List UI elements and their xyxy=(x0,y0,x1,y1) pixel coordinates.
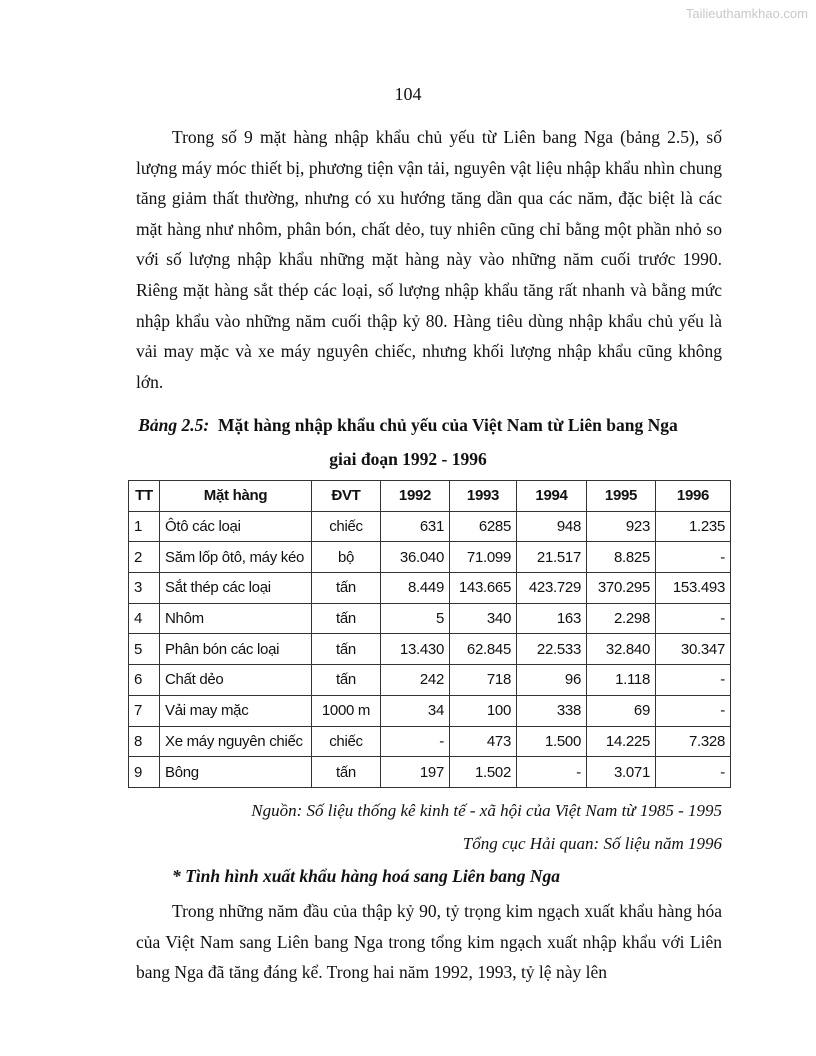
table-cell: - xyxy=(381,726,450,757)
import-table xyxy=(128,480,731,788)
column-header: 1994 xyxy=(517,481,587,512)
table-header-row xyxy=(129,481,731,512)
table-cell: 1.235 xyxy=(656,511,731,542)
table-cell: 473 xyxy=(450,726,517,757)
table-cell: 7 xyxy=(129,695,160,726)
table-cell: tấn xyxy=(312,603,381,634)
table-cell: 338 xyxy=(517,695,587,726)
table-row xyxy=(129,665,731,696)
table-cell: 7.328 xyxy=(656,726,731,757)
table-cell: Sắt thép các loại xyxy=(160,573,312,604)
table-cell: 96 xyxy=(517,665,587,696)
table-cell: 631 xyxy=(381,511,450,542)
table-row xyxy=(129,542,731,573)
caption-title: Mặt hàng nhập khẩu chủ yếu của Việt Nam từ Liên bang Nga xyxy=(217,415,678,435)
table-row xyxy=(129,695,731,726)
table-cell: 62.845 xyxy=(450,634,517,665)
table-cell: 3 xyxy=(129,573,160,604)
table-cell: 100 xyxy=(450,695,517,726)
table-cell: tấn xyxy=(312,634,381,665)
table-cell: 21.517 xyxy=(517,542,587,573)
table-cell: Bông xyxy=(160,757,312,788)
table-row xyxy=(129,573,731,604)
table-cell: - xyxy=(656,695,731,726)
table-cell: Phân bón các loại xyxy=(160,634,312,665)
column-header: 1996 xyxy=(656,481,731,512)
table-cell: 340 xyxy=(450,603,517,634)
table-cell: 4 xyxy=(129,603,160,634)
paragraph-1: Trong số 9 mặt hàng nhập khẩu chủ yếu từ Liên bang Nga (bảng 2.5), số lượng máy móc thiết bị, phương tiện vận tải, nguyên vật liệu nhập khẩu nhìn chung tăng giảm thất thường, nhưng có xu hướng tăng dần qua các năm, đặc biệt là các mặt hàng như nhôm, phân bón, chất dẻo, tuy nhiên cũng chỉ bằng một phần nhỏ so với số lượng nhập khẩu những mặt hàng này vào những năm cuối trước 1990. Riêng mặt hàng sắt thép các loại, số lượng nhập khẩu tăng rất nhanh và bằng mức nhập khẩu vào những năm cuối thập kỷ 80. Hàng tiêu dùng nhập khẩu chủ yếu là vải may mặc và xe máy nguyên chiếc, nhưng khối lượng nhập khẩu cũng không lớn. xyxy=(136,127,722,392)
column-header: 1995 xyxy=(587,481,656,512)
table-row xyxy=(129,634,731,665)
column-header: 1993 xyxy=(450,481,517,512)
table-cell: chiếc xyxy=(312,726,381,757)
table-cell: 8.449 xyxy=(381,573,450,604)
table-cell: 6 xyxy=(129,665,160,696)
column-header: 1992 xyxy=(381,481,450,512)
table-cell: Chất dẻo xyxy=(160,665,312,696)
table-cell: tấn xyxy=(312,757,381,788)
table-cell: 69 xyxy=(587,695,656,726)
source-line-2: Tổng cục Hải quan: Số liệu năm 1996 xyxy=(462,834,722,853)
table-cell: 1.118 xyxy=(587,665,656,696)
table-cell: 718 xyxy=(450,665,517,696)
table-cell: 32.840 xyxy=(587,634,656,665)
table-cell: 9 xyxy=(129,757,160,788)
table-cell: 1.500 xyxy=(517,726,587,757)
source-line-1: Nguồn: Số liệu thống kê kinh tế - xã hội của Việt Nam từ 1985 - 1995 xyxy=(251,801,722,820)
table-cell: - xyxy=(656,603,731,634)
table-cell: 14.225 xyxy=(587,726,656,757)
table-row xyxy=(129,511,731,542)
table-cell: 1000 m xyxy=(312,695,381,726)
section-heading: * Tình hình xuất khẩu hàng hoá sang Liên bang Nga xyxy=(172,866,561,886)
table-cell: bộ xyxy=(312,542,381,573)
table-cell: 143.665 xyxy=(450,573,517,604)
table-cell: - xyxy=(517,757,587,788)
table-caption xyxy=(0,415,816,436)
table-cell: 5 xyxy=(381,603,450,634)
table-cell: Ôtô các loại xyxy=(160,511,312,542)
table-cell: 13.430 xyxy=(381,634,450,665)
table-cell: 34 xyxy=(381,695,450,726)
table-cell: 1 xyxy=(129,511,160,542)
table-cell: - xyxy=(656,757,731,788)
column-header: Mặt hàng xyxy=(160,481,312,512)
table-cell: 923 xyxy=(587,511,656,542)
table-cell: 5 xyxy=(129,634,160,665)
table-cell: 370.295 xyxy=(587,573,656,604)
caption-label: Bảng 2.5: xyxy=(138,415,210,435)
table-cell: 2 xyxy=(129,542,160,573)
table-cell: 163 xyxy=(517,603,587,634)
table-cell: tấn xyxy=(312,665,381,696)
table-cell: 3.071 xyxy=(587,757,656,788)
table-cell: 242 xyxy=(381,665,450,696)
table-cell: 423.729 xyxy=(517,573,587,604)
table-cell: tấn xyxy=(312,573,381,604)
table-cell: 948 xyxy=(517,511,587,542)
column-header: TT xyxy=(129,481,160,512)
table-cell: 8.825 xyxy=(587,542,656,573)
table-cell: Xe máy nguyên chiếc xyxy=(160,726,312,757)
table-cell: 71.099 xyxy=(450,542,517,573)
table-cell: 36.040 xyxy=(381,542,450,573)
table-cell: 2.298 xyxy=(587,603,656,634)
table-cell: 8 xyxy=(129,726,160,757)
table-cell: Vải may mặc xyxy=(160,695,312,726)
table-row xyxy=(129,757,731,788)
table-cell: 1.502 xyxy=(450,757,517,788)
table-cell: chiếc xyxy=(312,511,381,542)
table-row xyxy=(129,726,731,757)
paragraph-2: Trong những năm đầu của thập kỷ 90, tỷ trọng kim ngạch xuất khẩu hàng hóa của Việt Nam sang Liên bang Nga trong tổng kim ngạch xuất nhập khẩu với Liên bang Nga đã tăng đáng kể. Trong hai năm 1992, 1993, tỷ lệ này lên xyxy=(136,901,722,983)
table-cell: Nhôm xyxy=(160,603,312,634)
caption-subtitle: giai đoạn 1992 - 1996 xyxy=(329,449,487,469)
table-cell: 6285 xyxy=(450,511,517,542)
table-row xyxy=(129,603,731,634)
table-cell: 22.533 xyxy=(517,634,587,665)
table-cell: - xyxy=(656,665,731,696)
table-cell: 153.493 xyxy=(656,573,731,604)
table-cell: 197 xyxy=(381,757,450,788)
column-header: ĐVT xyxy=(312,481,381,512)
table-cell: - xyxy=(656,542,731,573)
table-cell: Săm lốp ôtô, máy kéo xyxy=(160,542,312,573)
watermark: Tailieuthamkhao.com xyxy=(685,6,808,21)
page-number: 104 xyxy=(394,84,422,104)
table-cell: 30.347 xyxy=(656,634,731,665)
